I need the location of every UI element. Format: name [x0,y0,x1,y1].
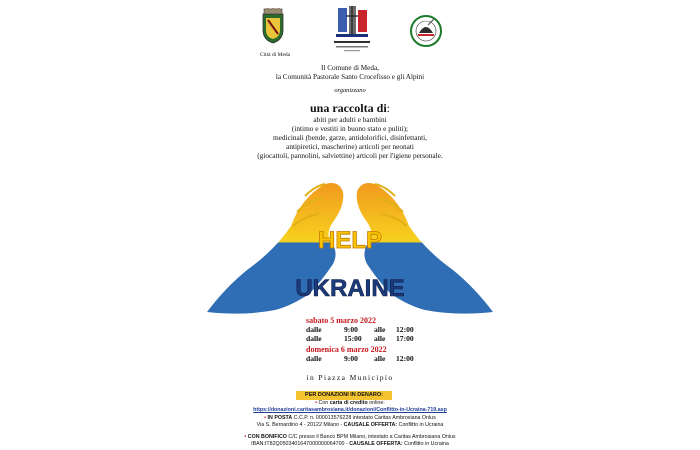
help-word: HELP [317,227,383,254]
ukraine-word: UKRAINE [295,275,405,302]
post-address: Via S. Bernardino 4 - 20122 Milano - [256,422,344,428]
city-crest-icon [260,8,286,44]
bank-causale-text: Conflitto in Ucraina [402,441,449,447]
time-end: 17:00 [396,334,414,343]
intro-line-2: la Comunità Pastorale Santo Crocefisso e gli Alpini [275,73,425,81]
organizer-text: organizzano [334,87,366,94]
event-location: in Piazza Municipio [306,373,394,382]
time-from-label: dalle [306,354,322,363]
help-ukraine-artwork [205,178,495,316]
collection-item: medicinali (bende, garze, antidolorifici, disinfettanti, [273,133,427,142]
bullet-icon: • [315,400,318,406]
time-start: 9:00 [344,325,358,334]
post-label: IN POSTA [267,415,293,421]
time-to-label: alle [374,354,386,363]
crest-caption: Città di Meda [259,52,291,58]
time-from-label: dalle [306,334,322,343]
time-to-label: alle [374,334,386,343]
bank-text: C/C presso il Banco BPM Milano, intestato a Caritas Ambrosiana Onlus [286,434,456,440]
time-start: 9:00 [344,354,358,363]
collection-title-bold: una raccolta di [309,101,387,115]
time-start: 15:00 [344,334,362,343]
collection-title-colon: : [386,101,390,115]
schedule-time-row [306,334,436,343]
schedule-time-row [306,325,436,334]
bank-label: CON BONIFICO [247,434,287,440]
collection-item: antipiretici, mascherine) articoli per neonati [286,142,414,151]
time-to-label: alle [374,325,386,334]
collection-item: (giocattoli, pannolini, salviettine) articoli per l'igiene personale. [257,151,443,160]
time-end: 12:00 [396,354,414,363]
bullet-icon: • [264,415,267,421]
collection-items [0,115,700,160]
collection-title [0,101,700,116]
post-text: C.C.P. n. 000013576228 intestato Caritas Ambrosiana Onlus [292,415,436,421]
parish-logo-icon [332,4,372,56]
donation-link[interactable]: https://donazioni.caritasambrosiana.it/donazioni/Conflitto-in-Ucraina-719.asp [253,407,447,413]
intro-line-1: Il Comune di Meda, [321,64,379,72]
collection-item: (intimo e vestiti in buono stato e puliti); [291,124,409,133]
schedule-time-row [306,354,436,363]
schedule-block [306,316,436,363]
intro-block [0,64,700,82]
post-causale-text: Conflitto in Ucraina [397,422,444,428]
donation-bank-line-2 [0,441,700,448]
donation-card-line: • Con carta di credito online: [315,400,385,406]
card-suffix: online: [367,400,385,406]
schedule-day-2: domenica 6 marzo 2022 [306,345,387,354]
alpini-logo-icon [410,15,442,47]
donations-badge: PER DONAZIONI IN DENARO: [296,391,392,400]
bank-causale-label: CAUSALE OFFERTA: [349,441,403,447]
bank-iban: IBAN:IT82Q0503401647000000064700 - [251,441,350,447]
donation-link-line [0,407,700,414]
donation-post-line-2 [0,422,700,429]
time-from-label: dalle [306,325,322,334]
time-end: 12:00 [396,325,414,334]
collection-item: abiti per adulti e bambini [313,115,387,124]
card-label: carta di credito [329,400,368,406]
bullet-icon: • [244,434,247,440]
post-causale-label: CAUSALE OFFERTA: [343,422,398,428]
schedule-day-1: sabato 5 marzo 2022 [306,316,376,325]
donation-post-line [0,415,700,422]
donation-bank-line [0,434,700,441]
